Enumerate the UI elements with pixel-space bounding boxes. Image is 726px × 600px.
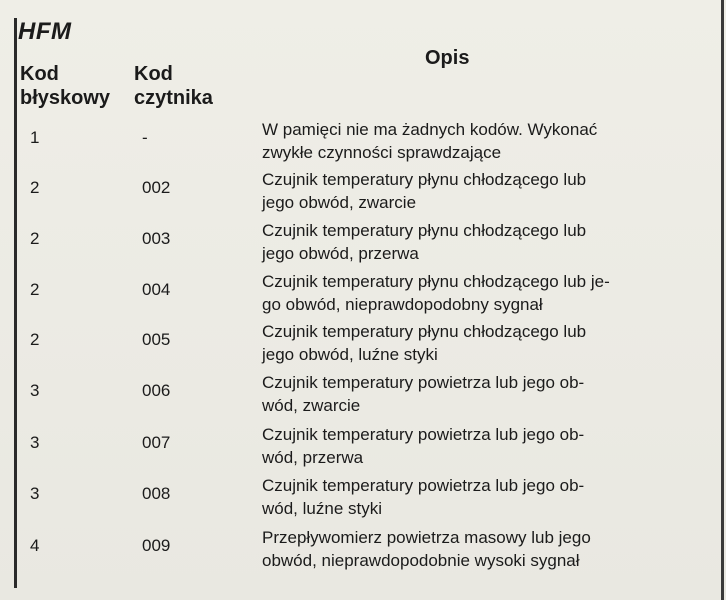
- reader-code-cell: 004: [142, 280, 171, 299]
- description-cell: Czujnik temperatury płynu chłodzącego lub jego obwód, przerwa: [262, 221, 587, 263]
- table-row: [0, 118, 726, 168]
- reader-code-cell: 009: [142, 536, 171, 555]
- description-cell: Przepływomierz powietrza masowy lub jego obwód, nieprawdopodobnie wysoki sygnał: [262, 528, 591, 570]
- table-row: [0, 219, 726, 269]
- flash-code-cell: 1: [30, 128, 40, 147]
- flash-code-cell: 2: [30, 178, 40, 197]
- description-cell: Czujnik temperatury powietrza lub jego ob- wód, zwarcie: [262, 373, 585, 415]
- header-flash-code: Kod błyskowy: [20, 63, 111, 109]
- flash-code-cell: 2: [30, 330, 40, 349]
- table-row: [0, 320, 726, 370]
- reader-code-cell: 007: [142, 433, 171, 452]
- flash-code-cell: 3: [30, 484, 40, 503]
- reader-code-cell: 002: [142, 178, 171, 197]
- table-row: [0, 474, 726, 524]
- header-description: Opis: [425, 47, 470, 69]
- description-cell: Czujnik temperatury powietrza lub jego ob- wód, luźne styki: [262, 476, 585, 518]
- table-row: [0, 371, 726, 421]
- reader-code-cell: 003: [142, 229, 171, 248]
- description-cell: Czujnik temperatury płynu chłodzącego lub je- go obwód, nieprawdopodobny sygnał: [262, 272, 610, 314]
- description-cell: Czujnik temperatury płynu chłodzącego lub jego obwód, luźne styki: [262, 322, 587, 364]
- flash-code-cell: 2: [30, 229, 40, 248]
- table-row: [0, 526, 726, 576]
- description-cell: W pamięci nie ma żadnych kodów. Wykonać zwykłe czynności sprawdzające: [262, 120, 598, 162]
- header-reader-code: Kod czytnika: [134, 63, 213, 109]
- description-cell: Czujnik temperatury powietrza lub jego ob- wód, przerwa: [262, 425, 585, 467]
- section-title: HFM: [18, 18, 72, 45]
- description-cell: Czujnik temperatury płynu chłodzącego lub jego obwód, zwarcie: [262, 170, 587, 212]
- flash-code-cell: 2: [30, 280, 40, 299]
- flash-code-cell: 3: [30, 433, 40, 452]
- flash-code-cell: 4: [30, 536, 40, 555]
- reader-code-cell: -: [142, 128, 148, 147]
- reader-code-cell: 005: [142, 330, 171, 349]
- table-row: [0, 168, 726, 218]
- table-row: [0, 423, 726, 473]
- reader-code-cell: 008: [142, 484, 171, 503]
- flash-code-cell: 3: [30, 381, 40, 400]
- reader-code-cell: 006: [142, 381, 171, 400]
- table-row: [0, 270, 726, 320]
